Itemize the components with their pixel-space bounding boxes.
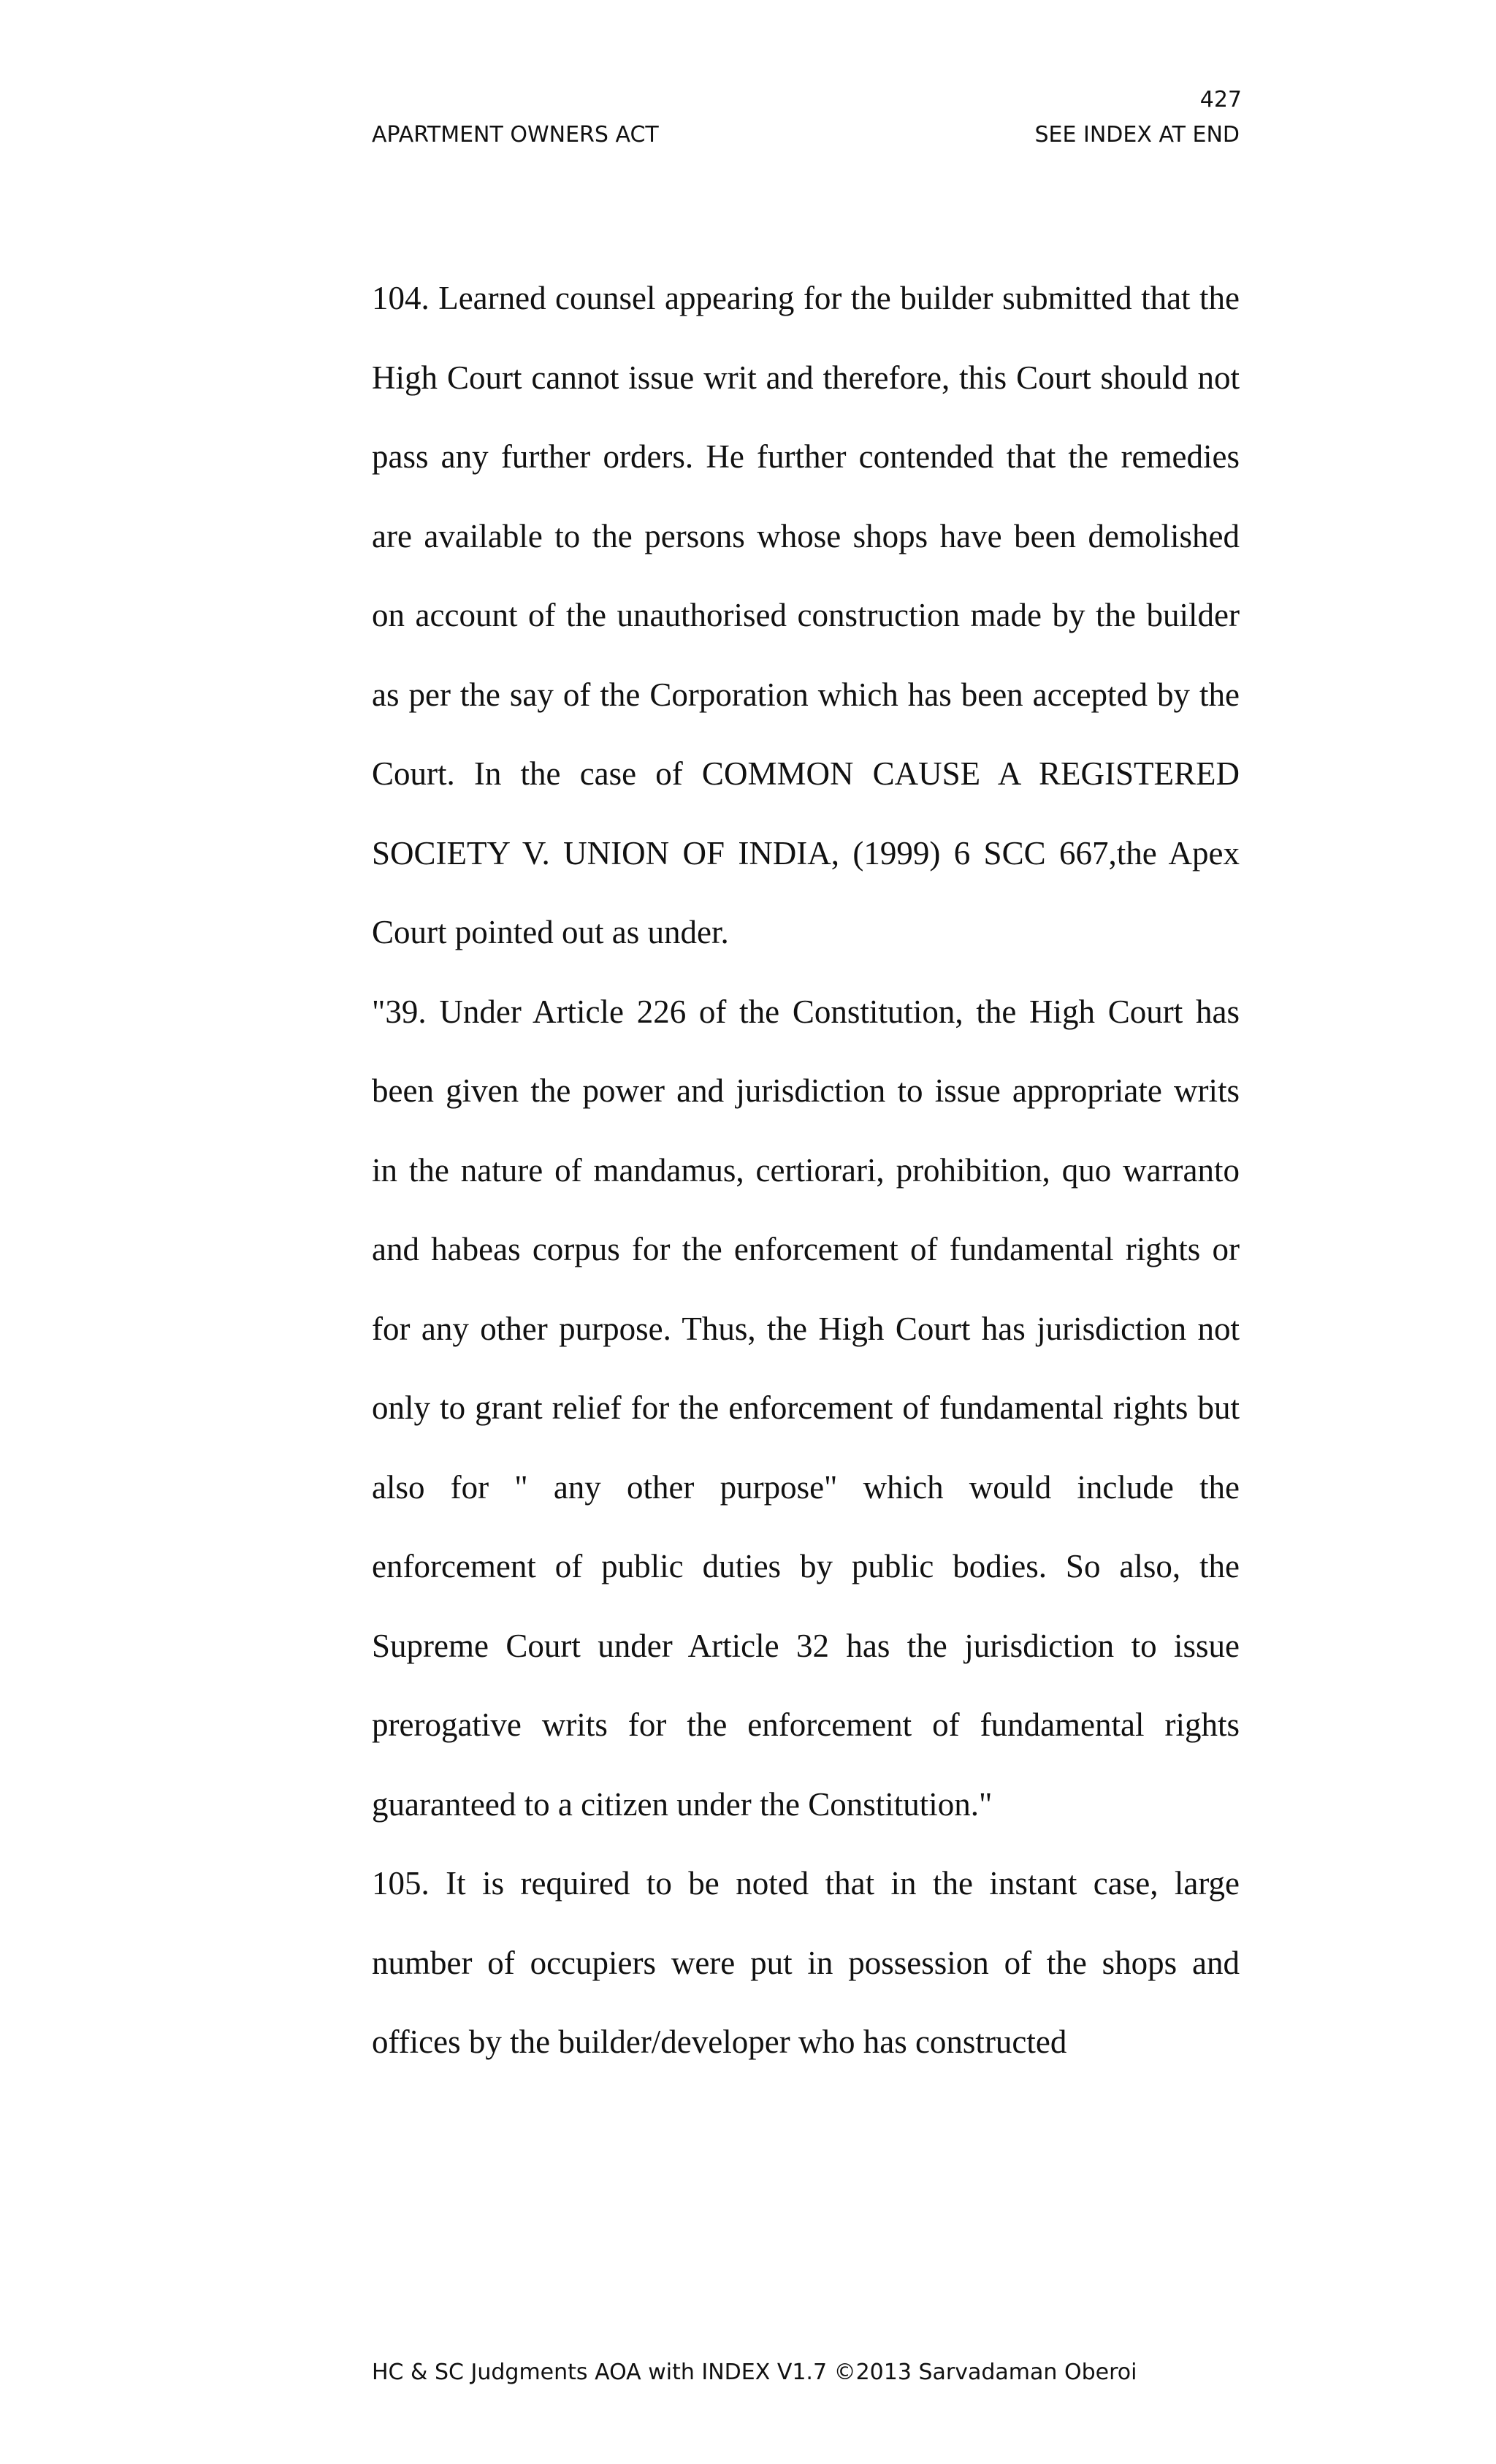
- page-number: 427: [1199, 87, 1242, 112]
- running-header: [372, 124, 1240, 146]
- paragraph-104: 104. Learned counsel appearing for the builder submitted that the High Court cannot issue writ and therefore, this Court should not pass any further orders. He further contended that the remedies are available to the persons whose shops have been demolished on account of the unauthorised construction made by the builder as per the say of the Corporation which has been accepted by the Court. In the case of COMMON CAUSE A REGISTERED SOCIETY V. UNION OF INDIA, (1999) 6 SCC 667,the Apex Court pointed out as under.: [372, 280, 1240, 950]
- header-index-note: SEE INDEX AT END: [1034, 122, 1240, 148]
- document-body: [372, 259, 1240, 2082]
- quoted-paragraph-39: "39. Under Article 226 of the Constitution, the High Court has been given the power and jurisdiction to issue appropriate writs in the nature of mandamus, certiorari, prohibition, quo warranto and habeas corpus for the enforcement of fundamental rights or for any other purpose. Thus, the High Court has jurisdiction not only to grant relief for the enforcement of fundamental rights but also for " any other purpose" which would include the enforcement of public duties by public bodies. So also, the Supreme Court under Article 32 has the jurisdiction to issue prerogative writs for the enforcement of fundamental rights guaranteed to a citizen under the Constitution.": [372, 993, 1240, 1823]
- paragraph-105: 105. It is required to be noted that in the instant case, large number of occupiers were put in possession of the shops and offices by the builder/developer who has constructed: [372, 1865, 1240, 2060]
- page-footer: HC & SC Judgments AOA with INDEX V1.7 ©2013 Sarvadaman Oberoi: [372, 2360, 1137, 2385]
- header-title: APARTMENT OWNERS ACT: [372, 122, 659, 148]
